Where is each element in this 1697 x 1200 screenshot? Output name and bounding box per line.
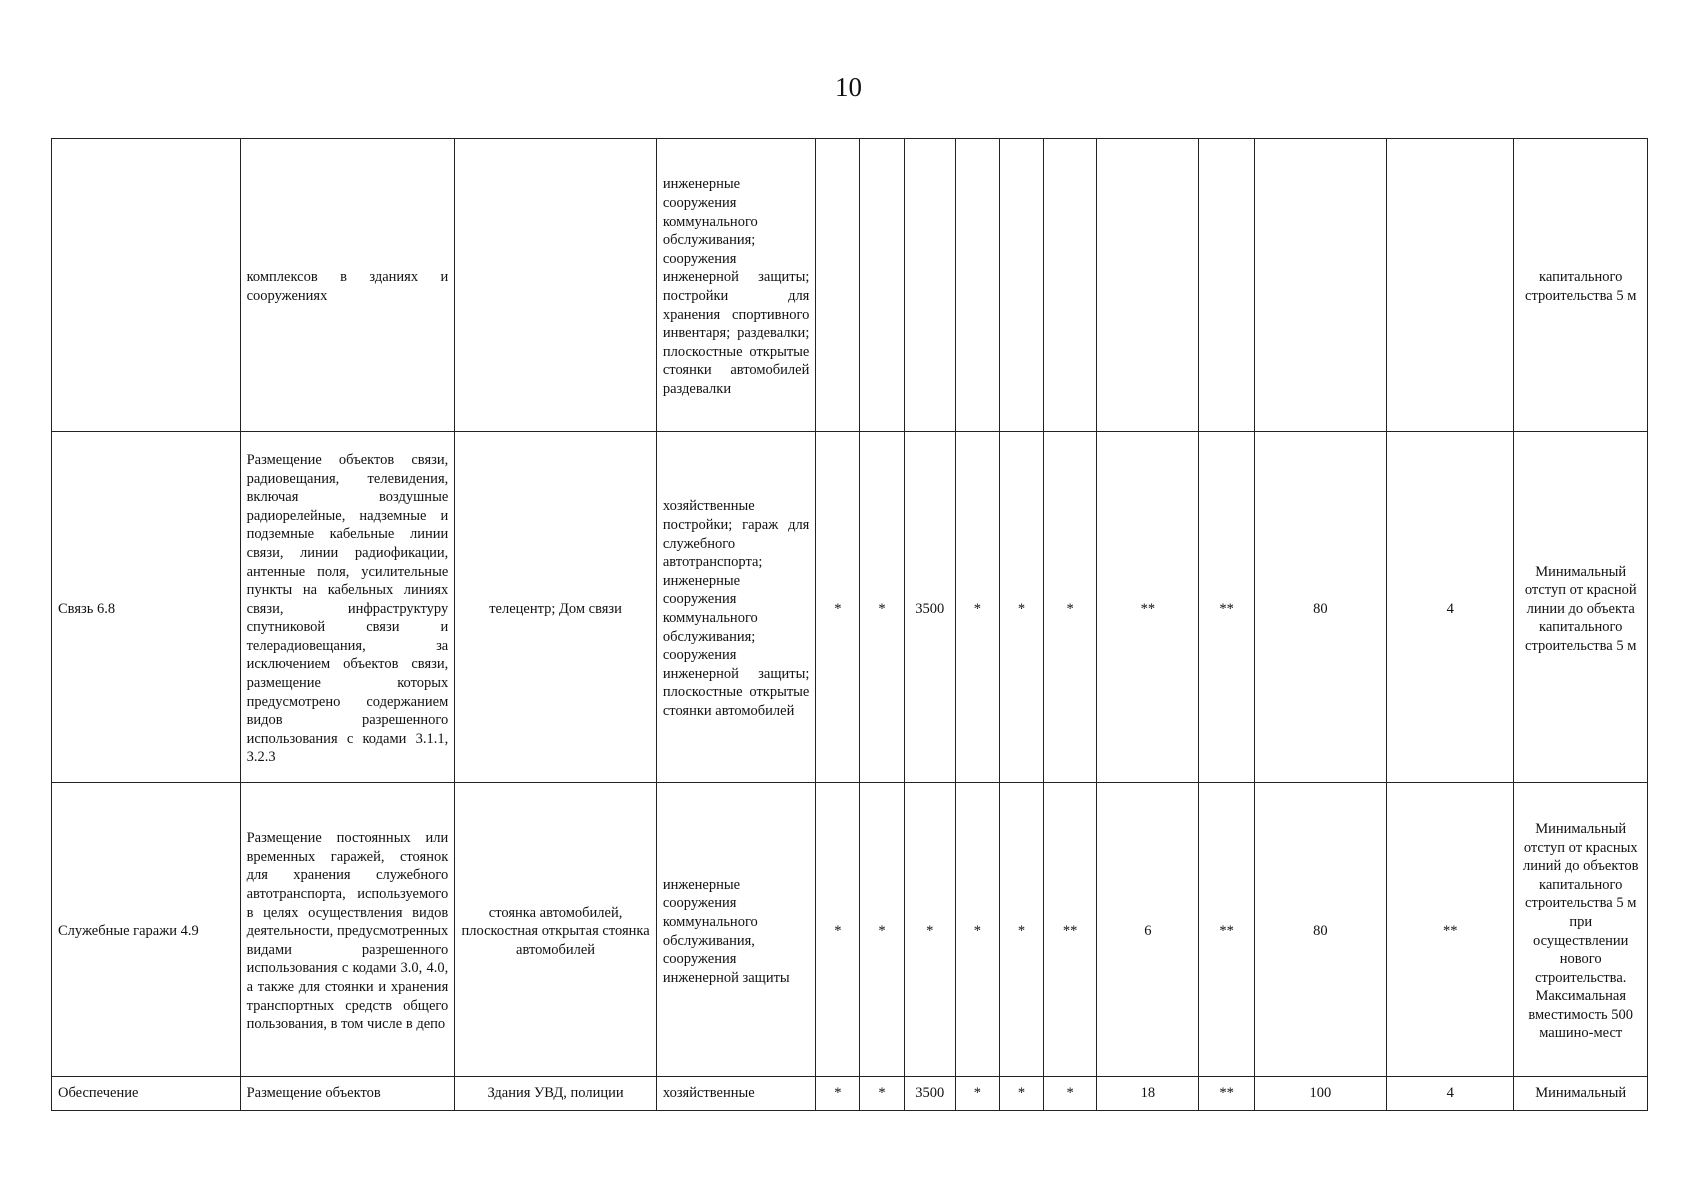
cell-value: ** bbox=[1044, 783, 1097, 1077]
cell-value bbox=[904, 139, 955, 432]
cell-value: ** bbox=[1199, 1077, 1254, 1111]
cell-value bbox=[1199, 139, 1254, 432]
page-number: 10 bbox=[835, 72, 862, 102]
cell-value: * bbox=[816, 783, 860, 1077]
cell-value: 6 bbox=[1097, 783, 1199, 1077]
table-row bbox=[52, 139, 1648, 432]
cell-value bbox=[1387, 139, 1514, 432]
cell-value: 3500 bbox=[904, 432, 955, 783]
cell-value: ** bbox=[1199, 783, 1254, 1077]
cell-value: * bbox=[999, 432, 1043, 783]
cell-value: 18 bbox=[1097, 1077, 1199, 1111]
cell-value: * bbox=[1044, 1077, 1097, 1111]
cell-auxiliary-objects: хозяйственные bbox=[656, 1077, 815, 1111]
cell-name: Служебные гаражи 4.9 bbox=[52, 783, 241, 1077]
cell-value bbox=[999, 139, 1043, 432]
cell-note: капитального строительства 5 м bbox=[1514, 139, 1648, 432]
cell-value: * bbox=[816, 432, 860, 783]
cell-main-objects: телецентр; Дом связи bbox=[455, 432, 657, 783]
cell-value: ** bbox=[1097, 432, 1199, 783]
cell-value bbox=[1254, 139, 1386, 432]
cell-value: * bbox=[955, 432, 999, 783]
regulations-table bbox=[51, 138, 1648, 1111]
cell-main-objects: Здания УВД, полиции bbox=[455, 1077, 657, 1111]
cell-value: * bbox=[816, 1077, 860, 1111]
cell-value: * bbox=[999, 1077, 1043, 1111]
cell-description: Размещение объектов bbox=[240, 1077, 455, 1111]
cell-value: 4 bbox=[1387, 432, 1514, 783]
table-row bbox=[52, 1077, 1648, 1111]
cell-main-objects bbox=[455, 139, 657, 432]
cell-value: * bbox=[1044, 432, 1097, 783]
cell-main-objects: стоянка автомобилей, плоскостная открытая стоянка автомобилей bbox=[455, 783, 657, 1077]
cell-auxiliary-objects: хозяйственные постройки; гараж для служебного автотранспорта; инженерные сооружения коммунального обслуживания; сооружения инженерной защиты; плоскостные открытые стоянки автомобилей bbox=[656, 432, 815, 783]
cell-value bbox=[816, 139, 860, 432]
cell-value bbox=[1044, 139, 1097, 432]
cell-auxiliary-objects: инженерные сооружения коммунального обслуживания, сооружения инженерной защиты bbox=[656, 783, 815, 1077]
cell-description: комплексов в зданиях и сооружениях bbox=[240, 139, 455, 432]
cell-name: Обеспечение bbox=[52, 1077, 241, 1111]
table-row bbox=[52, 432, 1648, 783]
cell-note: Минимальный отступ от красных линий до объектов капитального строительства 5 м при осуществлении нового строительства. Максимальная вместимость 500 машино-мест bbox=[1514, 783, 1648, 1077]
table-row bbox=[52, 783, 1648, 1077]
cell-value: * bbox=[860, 1077, 904, 1111]
cell-note: Минимальный отступ от красной линии до объекта капитального строительства 5 м bbox=[1514, 432, 1648, 783]
cell-value: ** bbox=[1387, 783, 1514, 1077]
cell-value: * bbox=[860, 432, 904, 783]
cell-value: 3500 bbox=[904, 1077, 955, 1111]
cell-value: ** bbox=[1199, 432, 1254, 783]
cell-value: * bbox=[955, 783, 999, 1077]
cell-value: * bbox=[955, 1077, 999, 1111]
cell-value: * bbox=[999, 783, 1043, 1077]
cell-value bbox=[955, 139, 999, 432]
cell-name: Связь 6.8 bbox=[52, 432, 241, 783]
cell-value: 100 bbox=[1254, 1077, 1386, 1111]
cell-value: * bbox=[860, 783, 904, 1077]
cell-value bbox=[1097, 139, 1199, 432]
cell-value: 80 bbox=[1254, 432, 1386, 783]
cell-description: Размещение объектов связи, радиовещания, телевидения, включая воздушные радиорелейные, надземные и подземные кабельные линии связи, линии радиофикации, антенные поля, усилительные пункты на кабельных линиях связи, инфраструктуру спутниковой связи и телерадиовещания, за исключением объектов связи, размещение которых предусмотрено содержанием видов разрешенного использования с кодами 3.1.1, 3.2.3 bbox=[240, 432, 455, 783]
cell-value bbox=[860, 139, 904, 432]
cell-value: 4 bbox=[1387, 1077, 1514, 1111]
cell-name bbox=[52, 139, 241, 432]
cell-auxiliary-objects: инженерные сооружения коммунального обслуживания; сооружения инженерной защиты; постройки для хранения спортивного инвентаря; раздевалки; плоскостные открытые стоянки автомобилей раздевалки bbox=[656, 139, 815, 432]
cell-description: Размещение постоянных или временных гаражей, стоянок для хранения служебного автотранспорта, используемого в целях осуществления видов деятельности, предусмотренных видами разрешенного использования с кодами 3.0, 4.0, а также для стоянки и хранения транспортных средств общего пользования, в том числе в депо bbox=[240, 783, 455, 1077]
cell-value: 80 bbox=[1254, 783, 1386, 1077]
cell-note: Минимальный bbox=[1514, 1077, 1648, 1111]
cell-value: * bbox=[904, 783, 955, 1077]
